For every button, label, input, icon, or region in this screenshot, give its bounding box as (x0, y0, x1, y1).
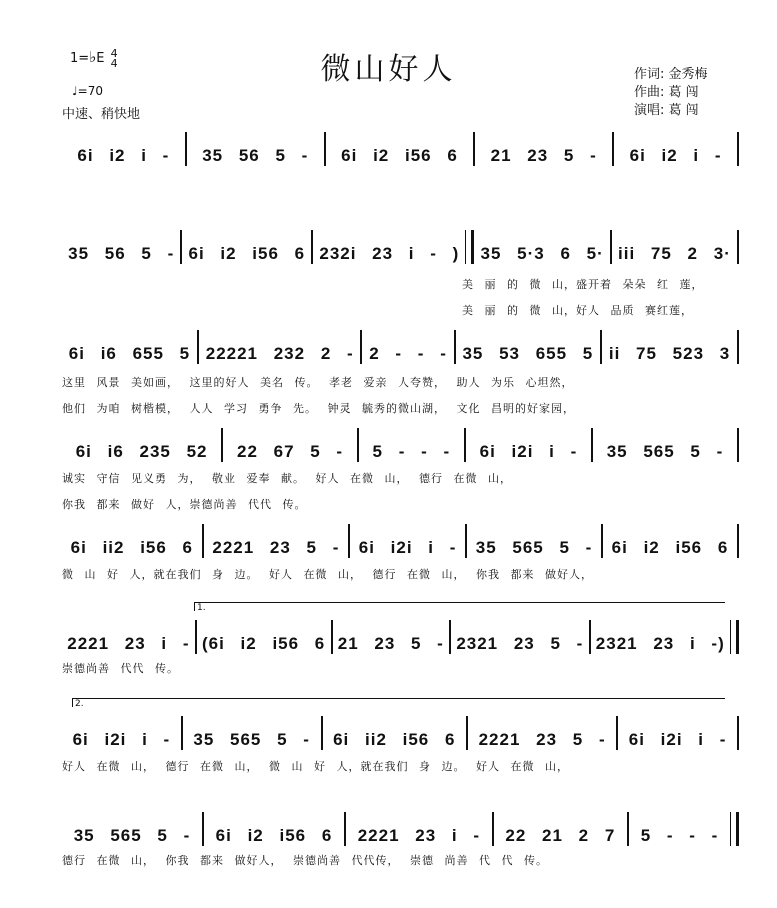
barline (737, 524, 739, 558)
measure: 6i i2 i56 6 (341, 146, 458, 165)
final-barline (730, 812, 739, 846)
measure: 35 5·3 6 5· (480, 244, 604, 263)
credits (634, 66, 708, 120)
lyric-line: 好人 在微 山， 德行 在微 山， 微 山 好 人，就在我们 身 边。 好人 在微 山， (62, 760, 569, 773)
measure: (6i i2 i56 6 (201, 634, 326, 653)
measure: 6i i2i i - (72, 730, 171, 749)
measure: 232i 23 i - ) (319, 244, 460, 263)
barline (737, 132, 739, 166)
measure: 6i i2 i - (77, 146, 170, 165)
measure: 2321 23 5 - (456, 634, 584, 653)
singer: 演唱: 葛 闯 (634, 103, 699, 118)
key-signature (70, 48, 118, 69)
staff-row (62, 524, 739, 558)
staff-row (62, 428, 739, 462)
barline (737, 428, 739, 462)
staff-row (62, 812, 739, 846)
measure: 6i i2i i - (628, 730, 727, 749)
repeat-barline (465, 230, 474, 264)
lyric-line: 这里 风景 美如画， 这里的好人 美名 传。 孝老 爱亲 人夸赞， 助人 为乐 心坦然， (62, 376, 574, 389)
lyric-line: 他们 为咱 树楷模， 人人 学习 勇争 先。 钟灵 毓秀的微山湖， 文化 昌明的好家园， (62, 402, 575, 415)
measure: 2 - - - (369, 344, 447, 363)
measure: ii 75 523 3 (608, 344, 731, 363)
measure: 21 23 5 - (337, 634, 444, 653)
measure: 35 56 5 - (202, 146, 309, 165)
measure: 2321 23 i -) (595, 634, 725, 653)
lyric-line: 崇德尚善 代代 传。 (62, 662, 179, 675)
time-signature (110, 46, 118, 70)
measure: 6i i2i i - (358, 538, 457, 557)
measure: 22221 232 2 - (205, 344, 354, 363)
measure: 35 56 5 - (68, 244, 175, 263)
lyricist: 作词: 金秀梅 (634, 67, 708, 82)
measure: 6i i2 i - (629, 146, 722, 165)
measure: 5 - - - (640, 826, 719, 845)
tempo-marking: ♩=70 (72, 84, 103, 98)
measure: 6i ii2 i56 6 (333, 730, 456, 749)
lyric-line: 美 丽 的 微 山，好人 品质 赛红莲， (462, 304, 693, 317)
lyric-line: 微 山 好 人，就在我们 身 边。 好人 在微 山， 德行 在微 山， 你我 都来 做好人， (62, 568, 593, 581)
first-ending-bracket: 1. (194, 602, 725, 611)
lyric-line: 德行 在微 山， 你我 都来 做好人， 崇德尚善 代代传， 崇德 尚善 代 代 传。 (62, 854, 548, 867)
measure: 6i i2 i56 6 (611, 538, 729, 557)
measure: 6i i6 655 5 (68, 344, 191, 363)
expression-marking: 中速、稍快地 (62, 107, 141, 122)
time-top: 4 (110, 46, 118, 60)
measure: 2221 23 5 - (478, 730, 606, 749)
measure: 2221 23 5 - (212, 538, 340, 557)
time-bottom: 4 (110, 56, 118, 70)
staff-row (62, 132, 739, 166)
staff-row (62, 230, 739, 264)
lyric-line: 你我 都来 做好 人，崇德尚善 代代 传。 (62, 498, 307, 511)
measure: 35 565 5 - (193, 730, 310, 749)
measure: 6i i6 235 52 (75, 442, 208, 461)
repeat-end-barline (730, 620, 739, 654)
second-ending-bracket: 2. (72, 698, 725, 707)
staff-row (62, 620, 739, 654)
measure: 2221 23 i - (357, 826, 480, 845)
composer: 作曲: 葛 闯 (634, 85, 699, 100)
measure: 5 - - - (372, 442, 451, 461)
key-label: 1= (70, 51, 90, 66)
measure: 35 53 655 5 (462, 344, 594, 363)
measure: 22 67 5 - (236, 442, 344, 461)
measure: 21 23 5 - (490, 146, 597, 165)
measure: 35 565 5 - (606, 442, 724, 461)
measure: 6i ii2 i56 6 (70, 538, 194, 557)
barline (737, 230, 739, 264)
flat-sign: ♭ (89, 48, 97, 66)
measure: 35 565 5 - (73, 826, 191, 845)
measure: iii 75 2 3· (618, 244, 731, 263)
measure: 2221 23 i - (67, 634, 190, 653)
measure: 22 21 2 7 (505, 826, 616, 845)
staff-row (62, 330, 739, 364)
lyric-line: 美 丽 的 微 山，盛开着 朵朵 红 莲， (462, 278, 704, 291)
song-title: 微山好人 (320, 52, 457, 87)
measure: 6i i2 i56 6 (188, 244, 306, 263)
barline (737, 330, 739, 364)
measure: 35 565 5 - (475, 538, 593, 557)
lyric-line: 诚实 守信 见义勇 为， 敬业 爱奉 献。 好人 在微 山， 德行 在微 山， (62, 472, 512, 485)
measure: 6i i2i i - (479, 442, 578, 461)
staff-row (62, 716, 739, 750)
barline (737, 716, 739, 750)
key-note: E (96, 51, 105, 66)
measure: 6i i2 i56 6 (215, 826, 333, 845)
